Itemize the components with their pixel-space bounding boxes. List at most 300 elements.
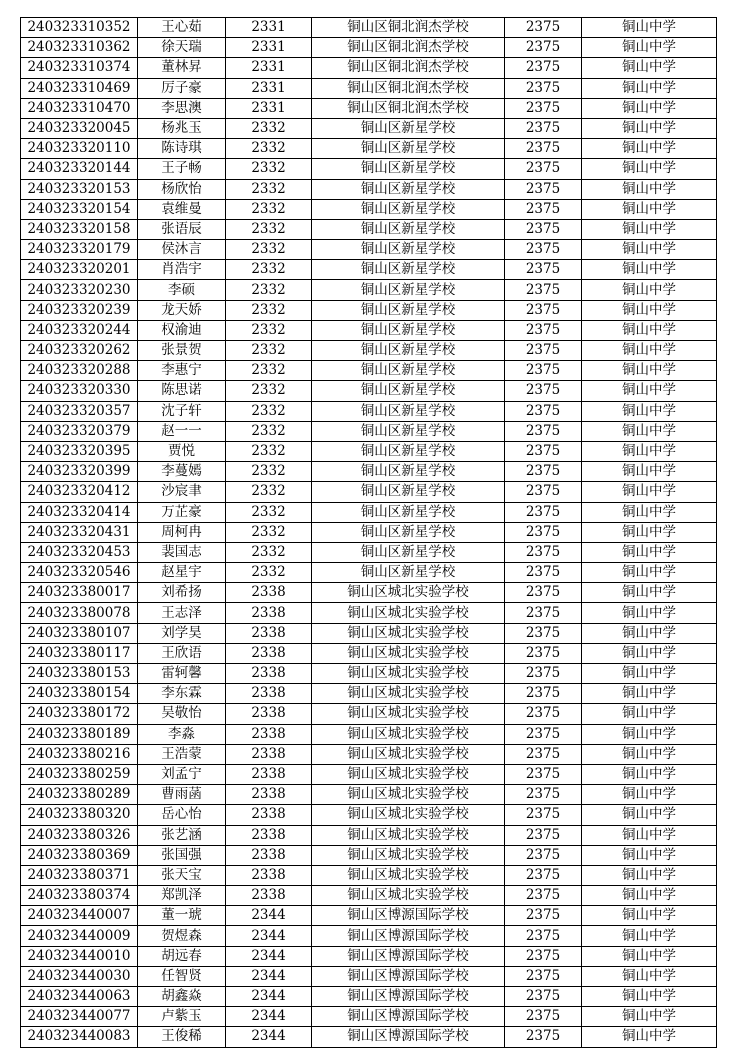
school-name-cell: 铜山区城北实验学校	[312, 764, 505, 784]
school-code-cell: 2332	[226, 240, 312, 260]
target-code-cell: 2375	[505, 118, 582, 138]
school-name-cell: 铜山区新星学校	[312, 260, 505, 280]
school-code-cell: 2332	[226, 502, 312, 522]
target-school-cell: 铜山中学	[582, 583, 717, 603]
target-school-cell: 铜山中学	[582, 704, 717, 724]
target-school-cell: 铜山中学	[582, 845, 717, 865]
table-row	[21, 805, 717, 825]
target-school-cell: 铜山中学	[582, 502, 717, 522]
table-row	[21, 361, 717, 381]
table-row	[21, 38, 717, 58]
school-name-cell: 铜山区铜北润杰学校	[312, 78, 505, 98]
table-row	[21, 542, 717, 562]
school-name-cell: 铜山区新星学校	[312, 199, 505, 219]
school-name-cell: 铜山区新星学校	[312, 542, 505, 562]
table-row	[21, 401, 717, 421]
school-code-cell: 2332	[226, 401, 312, 421]
table-row	[21, 78, 717, 98]
target-school-cell: 铜山中学	[582, 38, 717, 58]
target-code-cell: 2375	[505, 946, 582, 966]
target-school-cell: 铜山中学	[582, 1007, 717, 1027]
student-id-cell: 240323320288	[21, 361, 138, 381]
table-row	[21, 219, 717, 239]
student-id-cell: 240323320158	[21, 219, 138, 239]
school-code-cell: 2332	[226, 219, 312, 239]
school-code-cell: 2332	[226, 280, 312, 300]
student-name-cell: 雷轲馨	[138, 664, 226, 684]
student-name-cell: 龙天娇	[138, 300, 226, 320]
target-school-cell: 铜山中学	[582, 381, 717, 401]
target-school-cell: 铜山中学	[582, 401, 717, 421]
student-name-cell: 赵一一	[138, 421, 226, 441]
table-row	[21, 966, 717, 986]
school-code-cell: 2331	[226, 78, 312, 98]
school-name-cell: 铜山区新星学校	[312, 482, 505, 502]
student-id-cell: 240323320453	[21, 542, 138, 562]
student-id-cell: 240323440010	[21, 946, 138, 966]
student-name-cell: 陈诗琪	[138, 139, 226, 159]
school-name-cell: 铜山区博源国际学校	[312, 906, 505, 926]
student-name-cell: 贾悦	[138, 441, 226, 461]
school-code-cell: 2332	[226, 482, 312, 502]
student-id-cell: 240323440030	[21, 966, 138, 986]
student-id-cell: 240323320154	[21, 199, 138, 219]
school-code-cell: 2344	[226, 906, 312, 926]
table-row	[21, 906, 717, 926]
target-code-cell: 2375	[505, 1007, 582, 1027]
table-row	[21, 482, 717, 502]
student-id-cell: 240323380216	[21, 744, 138, 764]
target-school-cell: 铜山中学	[582, 926, 717, 946]
table-row	[21, 724, 717, 744]
target-school-cell: 铜山中学	[582, 684, 717, 704]
target-school-cell: 铜山中学	[582, 1027, 717, 1047]
table-row	[21, 441, 717, 461]
school-code-cell: 2344	[226, 1007, 312, 1027]
school-name-cell: 铜山区城北实验学校	[312, 744, 505, 764]
school-code-cell: 2331	[226, 38, 312, 58]
target-school-cell: 铜山中学	[582, 159, 717, 179]
school-name-cell: 铜山区博源国际学校	[312, 966, 505, 986]
table-row	[21, 845, 717, 865]
target-code-cell: 2375	[505, 58, 582, 78]
school-code-cell: 2338	[226, 845, 312, 865]
target-code-cell: 2375	[505, 1027, 582, 1047]
student-name-cell: 刘孟宁	[138, 764, 226, 784]
school-name-cell: 铜山区新星学校	[312, 159, 505, 179]
target-code-cell: 2375	[505, 744, 582, 764]
target-code-cell: 2375	[505, 643, 582, 663]
student-name-cell: 张国强	[138, 845, 226, 865]
target-code-cell: 2375	[505, 98, 582, 118]
table-row	[21, 118, 717, 138]
target-school-cell: 铜山中学	[582, 563, 717, 583]
table-row	[21, 744, 717, 764]
target-code-cell: 2375	[505, 805, 582, 825]
student-name-cell: 李蔓嫣	[138, 462, 226, 482]
student-id-cell: 240323320230	[21, 280, 138, 300]
table-row	[21, 502, 717, 522]
table-row	[21, 320, 717, 340]
target-code-cell: 2375	[505, 764, 582, 784]
target-code-cell: 2375	[505, 341, 582, 361]
target-code-cell: 2375	[505, 482, 582, 502]
table-row	[21, 583, 717, 603]
table-row	[21, 1027, 717, 1047]
target-school-cell: 铜山中学	[582, 441, 717, 461]
student-id-cell: 240323320357	[21, 401, 138, 421]
student-id-cell: 240323320239	[21, 300, 138, 320]
target-code-cell: 2375	[505, 926, 582, 946]
school-code-cell: 2338	[226, 684, 312, 704]
roster-table	[20, 17, 717, 1048]
student-name-cell: 陈思诺	[138, 381, 226, 401]
target-school-cell: 铜山中学	[582, 522, 717, 542]
school-code-cell: 2338	[226, 583, 312, 603]
student-name-cell: 郑凯泽	[138, 886, 226, 906]
student-id-cell: 240323380189	[21, 724, 138, 744]
school-name-cell: 铜山区城北实验学校	[312, 845, 505, 865]
target-code-cell: 2375	[505, 159, 582, 179]
target-school-cell: 铜山中学	[582, 421, 717, 441]
table-row	[21, 764, 717, 784]
student-name-cell: 李惠宁	[138, 361, 226, 381]
student-name-cell: 张天宝	[138, 865, 226, 885]
school-code-cell: 2338	[226, 664, 312, 684]
target-school-cell: 铜山中学	[582, 118, 717, 138]
school-name-cell: 铜山区新星学校	[312, 118, 505, 138]
school-name-cell: 铜山区新星学校	[312, 240, 505, 260]
target-code-cell: 2375	[505, 421, 582, 441]
school-name-cell: 铜山区新星学校	[312, 179, 505, 199]
school-name-cell: 铜山区新星学校	[312, 139, 505, 159]
target-code-cell: 2375	[505, 583, 582, 603]
student-id-cell: 240323440009	[21, 926, 138, 946]
school-code-cell: 2338	[226, 744, 312, 764]
target-school-cell: 铜山中学	[582, 240, 717, 260]
roster-body	[21, 18, 717, 1048]
target-school-cell: 铜山中学	[582, 260, 717, 280]
table-row	[21, 664, 717, 684]
student-name-cell: 董一琥	[138, 906, 226, 926]
target-code-cell: 2375	[505, 18, 582, 38]
student-name-cell: 万芷豪	[138, 502, 226, 522]
target-school-cell: 铜山中学	[582, 482, 717, 502]
student-id-cell: 240323380107	[21, 623, 138, 643]
student-name-cell: 沈子轩	[138, 401, 226, 421]
school-name-cell: 铜山区新星学校	[312, 563, 505, 583]
student-name-cell: 张景贺	[138, 341, 226, 361]
school-name-cell: 铜山区新星学校	[312, 341, 505, 361]
table-row	[21, 300, 717, 320]
target-school-cell: 铜山中学	[582, 361, 717, 381]
target-school-cell: 铜山中学	[582, 139, 717, 159]
target-code-cell: 2375	[505, 542, 582, 562]
target-school-cell: 铜山中学	[582, 825, 717, 845]
school-code-cell: 2338	[226, 643, 312, 663]
student-name-cell: 李硕	[138, 280, 226, 300]
target-code-cell: 2375	[505, 724, 582, 744]
target-school-cell: 铜山中学	[582, 643, 717, 663]
student-id-cell: 240323320262	[21, 341, 138, 361]
student-name-cell: 王子畅	[138, 159, 226, 179]
target-school-cell: 铜山中学	[582, 906, 717, 926]
student-id-cell: 240323320395	[21, 441, 138, 461]
table-row	[21, 462, 717, 482]
table-row	[21, 18, 717, 38]
student-id-cell: 240323320201	[21, 260, 138, 280]
school-name-cell: 铜山区新星学校	[312, 280, 505, 300]
target-school-cell: 铜山中学	[582, 320, 717, 340]
school-code-cell: 2332	[226, 563, 312, 583]
table-row	[21, 159, 717, 179]
student-id-cell: 240323310469	[21, 78, 138, 98]
school-code-cell: 2338	[226, 785, 312, 805]
target-code-cell: 2375	[505, 300, 582, 320]
student-name-cell: 王俊稀	[138, 1027, 226, 1047]
student-id-cell: 240323310374	[21, 58, 138, 78]
target-code-cell: 2375	[505, 78, 582, 98]
student-name-cell: 李思澳	[138, 98, 226, 118]
student-name-cell: 王欣语	[138, 643, 226, 663]
target-school-cell: 铜山中学	[582, 199, 717, 219]
school-name-cell: 铜山区城北实验学校	[312, 785, 505, 805]
school-code-cell: 2332	[226, 199, 312, 219]
target-code-cell: 2375	[505, 361, 582, 381]
student-name-cell: 厉子豪	[138, 78, 226, 98]
target-school-cell: 铜山中学	[582, 280, 717, 300]
school-name-cell: 铜山区城北实验学校	[312, 825, 505, 845]
table-row	[21, 946, 717, 966]
table-row	[21, 58, 717, 78]
student-id-cell: 240323320412	[21, 482, 138, 502]
student-name-cell: 周柯冉	[138, 522, 226, 542]
student-name-cell: 刘希扬	[138, 583, 226, 603]
student-id-cell: 240323320546	[21, 563, 138, 583]
target-school-cell: 铜山中学	[582, 785, 717, 805]
school-name-cell: 铜山区城北实验学校	[312, 865, 505, 885]
student-name-cell: 卢紫玉	[138, 1007, 226, 1027]
school-code-cell: 2332	[226, 139, 312, 159]
school-name-cell: 铜山区博源国际学校	[312, 987, 505, 1007]
table-row	[21, 98, 717, 118]
table-row	[21, 240, 717, 260]
school-code-cell: 2344	[226, 926, 312, 946]
student-name-cell: 王浩蒙	[138, 744, 226, 764]
student-id-cell: 240323380172	[21, 704, 138, 724]
school-name-cell: 铜山区新星学校	[312, 421, 505, 441]
target-code-cell: 2375	[505, 966, 582, 986]
school-code-cell: 2331	[226, 58, 312, 78]
school-code-cell: 2338	[226, 865, 312, 885]
school-name-cell: 铜山区新星学校	[312, 361, 505, 381]
school-code-cell: 2332	[226, 159, 312, 179]
student-id-cell: 240323380320	[21, 805, 138, 825]
school-name-cell: 铜山区博源国际学校	[312, 1027, 505, 1047]
target-code-cell: 2375	[505, 886, 582, 906]
target-school-cell: 铜山中学	[582, 219, 717, 239]
student-name-cell: 李淼	[138, 724, 226, 744]
school-code-cell: 2332	[226, 341, 312, 361]
school-code-cell: 2331	[226, 18, 312, 38]
school-code-cell: 2332	[226, 441, 312, 461]
student-id-cell: 240323380078	[21, 603, 138, 623]
table-row	[21, 381, 717, 401]
student-name-cell: 沙宸聿	[138, 482, 226, 502]
school-name-cell: 铜山区城北实验学校	[312, 583, 505, 603]
school-code-cell: 2332	[226, 381, 312, 401]
target-code-cell: 2375	[505, 522, 582, 542]
target-code-cell: 2375	[505, 179, 582, 199]
school-name-cell: 铜山区博源国际学校	[312, 926, 505, 946]
student-id-cell: 240323320414	[21, 502, 138, 522]
target-code-cell: 2375	[505, 845, 582, 865]
target-code-cell: 2375	[505, 280, 582, 300]
target-code-cell: 2375	[505, 603, 582, 623]
school-code-cell: 2332	[226, 118, 312, 138]
school-name-cell: 铜山区铜北润杰学校	[312, 18, 505, 38]
target-code-cell: 2375	[505, 441, 582, 461]
student-id-cell: 240323320179	[21, 240, 138, 260]
table-row	[21, 522, 717, 542]
school-name-cell: 铜山区城北实验学校	[312, 623, 505, 643]
target-code-cell: 2375	[505, 563, 582, 583]
school-name-cell: 铜山区铜北润杰学校	[312, 38, 505, 58]
target-code-cell: 2375	[505, 825, 582, 845]
student-name-cell: 侯沐言	[138, 240, 226, 260]
student-id-cell: 240323320110	[21, 139, 138, 159]
student-name-cell: 赵星宇	[138, 563, 226, 583]
table-row	[21, 865, 717, 885]
student-name-cell: 刘学昊	[138, 623, 226, 643]
target-school-cell: 铜山中学	[582, 542, 717, 562]
student-name-cell: 徐天瑞	[138, 38, 226, 58]
student-name-cell: 李东霖	[138, 684, 226, 704]
school-code-cell: 2332	[226, 320, 312, 340]
student-name-cell: 董林昇	[138, 58, 226, 78]
table-row	[21, 785, 717, 805]
student-id-cell: 240323310470	[21, 98, 138, 118]
school-name-cell: 铜山区城北实验学校	[312, 603, 505, 623]
target-school-cell: 铜山中学	[582, 78, 717, 98]
student-name-cell: 曹雨菡	[138, 785, 226, 805]
student-id-cell: 240323310362	[21, 38, 138, 58]
target-code-cell: 2375	[505, 260, 582, 280]
school-name-cell: 铜山区城北实验学校	[312, 886, 505, 906]
target-school-cell: 铜山中学	[582, 946, 717, 966]
school-code-cell: 2344	[226, 946, 312, 966]
school-name-cell: 铜山区新星学校	[312, 300, 505, 320]
table-row	[21, 623, 717, 643]
table-row	[21, 421, 717, 441]
school-code-cell: 2338	[226, 623, 312, 643]
student-id-cell: 240323380374	[21, 886, 138, 906]
school-code-cell: 2344	[226, 966, 312, 986]
student-name-cell: 岳心怡	[138, 805, 226, 825]
target-school-cell: 铜山中学	[582, 341, 717, 361]
school-code-cell: 2332	[226, 421, 312, 441]
target-school-cell: 铜山中学	[582, 18, 717, 38]
table-row	[21, 684, 717, 704]
target-school-cell: 铜山中学	[582, 865, 717, 885]
student-id-cell: 240323320431	[21, 522, 138, 542]
student-name-cell: 杨兆玉	[138, 118, 226, 138]
target-school-cell: 铜山中学	[582, 724, 717, 744]
school-code-cell: 2344	[226, 1027, 312, 1047]
student-id-cell: 240323440077	[21, 1007, 138, 1027]
student-id-cell: 240323380017	[21, 583, 138, 603]
table-row	[21, 280, 717, 300]
school-name-cell: 铜山区新星学校	[312, 320, 505, 340]
target-code-cell: 2375	[505, 462, 582, 482]
school-name-cell: 铜山区新星学校	[312, 522, 505, 542]
target-school-cell: 铜山中学	[582, 179, 717, 199]
table-row	[21, 1007, 717, 1027]
school-code-cell: 2338	[226, 724, 312, 744]
target-school-cell: 铜山中学	[582, 805, 717, 825]
target-school-cell: 铜山中学	[582, 623, 717, 643]
student-id-cell: 240323440063	[21, 987, 138, 1007]
student-id-cell: 240323320144	[21, 159, 138, 179]
target-code-cell: 2375	[505, 320, 582, 340]
student-id-cell: 240323380259	[21, 764, 138, 784]
school-name-cell: 铜山区城北实验学校	[312, 704, 505, 724]
school-code-cell: 2332	[226, 522, 312, 542]
target-code-cell: 2375	[505, 865, 582, 885]
target-code-cell: 2375	[505, 199, 582, 219]
school-code-cell: 2338	[226, 603, 312, 623]
student-name-cell: 权渝迪	[138, 320, 226, 340]
student-id-cell: 240323380326	[21, 825, 138, 845]
student-id-cell: 240323320330	[21, 381, 138, 401]
target-code-cell: 2375	[505, 987, 582, 1007]
table-row	[21, 603, 717, 623]
target-code-cell: 2375	[505, 704, 582, 724]
target-code-cell: 2375	[505, 906, 582, 926]
student-id-cell: 240323440007	[21, 906, 138, 926]
school-name-cell: 铜山区铜北润杰学校	[312, 58, 505, 78]
student-id-cell: 240323440083	[21, 1027, 138, 1047]
student-id-cell: 240323320379	[21, 421, 138, 441]
student-id-cell: 240323380153	[21, 664, 138, 684]
student-id-cell: 240323320153	[21, 179, 138, 199]
table-row	[21, 825, 717, 845]
table-row	[21, 987, 717, 1007]
school-code-cell: 2338	[226, 886, 312, 906]
school-name-cell: 铜山区新星学校	[312, 219, 505, 239]
school-name-cell: 铜山区新星学校	[312, 502, 505, 522]
school-code-cell: 2331	[226, 98, 312, 118]
table-row	[21, 139, 717, 159]
table-row	[21, 260, 717, 280]
student-name-cell: 贺煜森	[138, 926, 226, 946]
table-row	[21, 704, 717, 724]
target-school-cell: 铜山中学	[582, 58, 717, 78]
school-code-cell: 2338	[226, 764, 312, 784]
school-name-cell: 铜山区新星学校	[312, 441, 505, 461]
student-id-cell: 240323320399	[21, 462, 138, 482]
target-school-cell: 铜山中学	[582, 664, 717, 684]
student-name-cell: 裴国志	[138, 542, 226, 562]
table-row	[21, 886, 717, 906]
target-school-cell: 铜山中学	[582, 966, 717, 986]
target-code-cell: 2375	[505, 664, 582, 684]
school-name-cell: 铜山区城北实验学校	[312, 724, 505, 744]
school-name-cell: 铜山区博源国际学校	[312, 946, 505, 966]
student-name-cell: 吴敬怡	[138, 704, 226, 724]
student-name-cell: 王心茹	[138, 18, 226, 38]
target-school-cell: 铜山中学	[582, 603, 717, 623]
